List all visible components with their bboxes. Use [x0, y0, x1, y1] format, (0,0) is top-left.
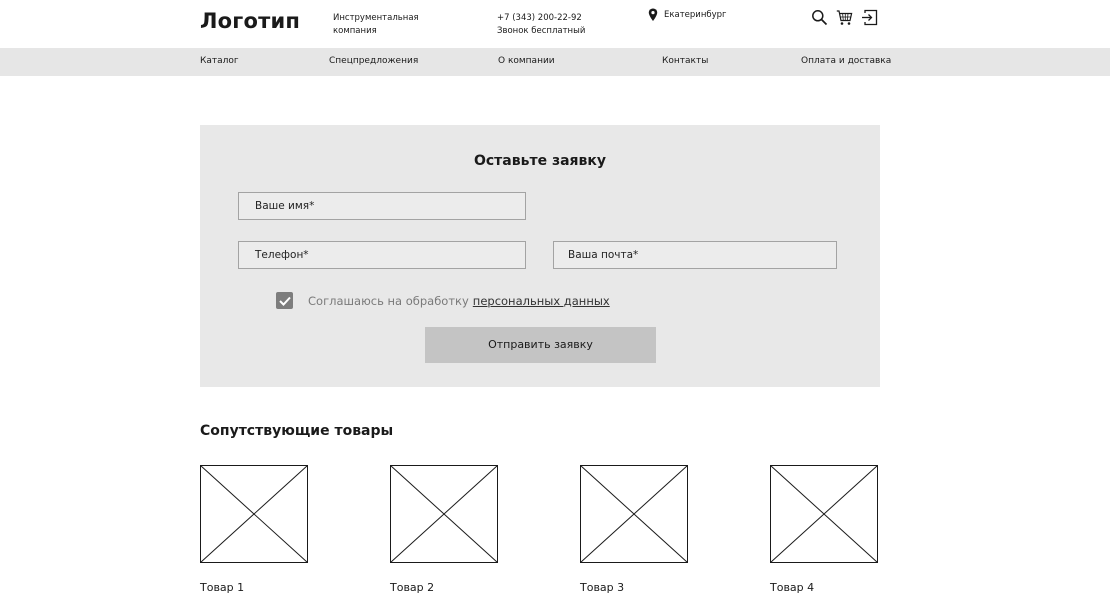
image-placeholder-icon: [390, 465, 498, 563]
checkmark-icon: [279, 296, 291, 306]
consent-text: Соглашаюсь на обработку: [308, 293, 469, 308]
location-pin-icon: [648, 8, 658, 22]
nav-item-special-offers[interactable]: Спецпредложения: [329, 56, 419, 66]
phone-number[interactable]: +7 (343) 200-22-92: [497, 13, 582, 23]
site-header: [0, 0, 1110, 48]
product-card[interactable]: [200, 465, 308, 594]
company-description: [333, 12, 433, 38]
city-name: Екатеринбург: [664, 10, 727, 20]
product-card[interactable]: [770, 465, 878, 594]
email-field[interactable]: Ваша почта*: [553, 241, 837, 269]
logo[interactable]: Логотип: [200, 9, 301, 33]
nav-item-catalog[interactable]: Каталог: [200, 56, 239, 66]
product-card[interactable]: [580, 465, 688, 594]
nav-item-contacts[interactable]: Контакты: [662, 56, 709, 66]
phone-field[interactable]: Телефон*: [238, 241, 526, 269]
product-name[interactable]: Товар 3: [580, 581, 625, 594]
related-products-title: Сопутствующие товары: [200, 423, 394, 439]
consent-row: [276, 292, 610, 309]
company-line-2: компания: [333, 26, 377, 36]
product-name[interactable]: Товар 1: [200, 581, 245, 594]
phone-note: Звонок бесплатный: [497, 26, 586, 36]
consent-checkbox[interactable]: [276, 292, 293, 309]
company-line-1: Инструментальная: [333, 13, 419, 23]
product-name[interactable]: Товар 4: [770, 581, 815, 594]
main-nav: [0, 48, 1110, 76]
image-placeholder-icon: [770, 465, 878, 563]
image-placeholder-icon: [580, 465, 688, 563]
cart-icon[interactable]: [836, 9, 853, 26]
product-name[interactable]: Товар 2: [390, 581, 435, 594]
nav-item-payment-delivery[interactable]: Оплата и доставка: [801, 56, 892, 66]
form-title: Оставьте заявку: [473, 153, 606, 169]
product-card[interactable]: [390, 465, 498, 594]
city-selector[interactable]: [648, 8, 727, 22]
header-icons: [811, 9, 878, 26]
image-placeholder-icon: [200, 465, 308, 563]
login-icon[interactable]: [861, 9, 878, 26]
search-icon[interactable]: [811, 9, 828, 26]
submit-button[interactable]: Отправить заявку: [425, 327, 656, 363]
phone-block: [497, 12, 585, 38]
consent-link[interactable]: персональных данных: [472, 293, 610, 308]
nav-item-about[interactable]: О компании: [498, 56, 555, 66]
request-form: [200, 125, 880, 387]
name-field[interactable]: Ваше имя*: [238, 192, 526, 220]
